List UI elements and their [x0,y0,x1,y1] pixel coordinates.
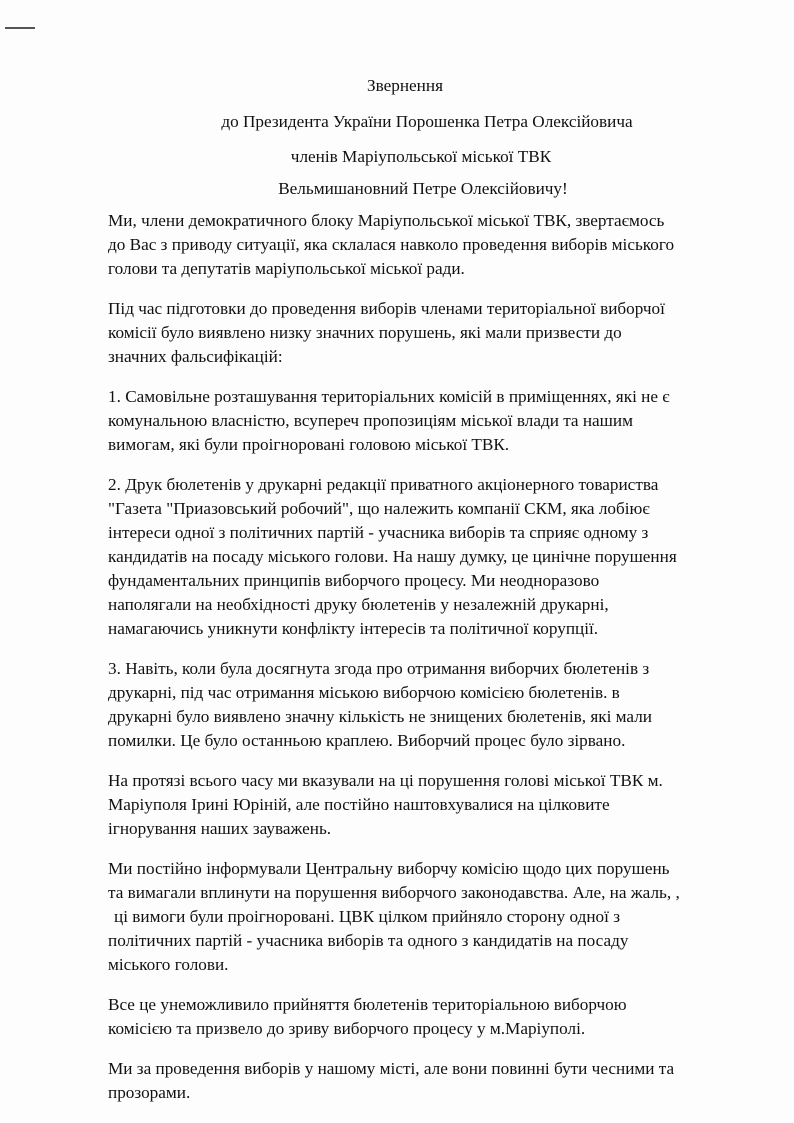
text-line: та вимагали вплинути на порушення виборчого законодавства. Але, на жаль, , [108,883,680,902]
text-line: політичних партій - учасника виборів та одного з кандидатів на посаду [108,931,629,950]
text-line: друкарні, під час отримання міською виборчою комісією бюлетенів. в [108,683,620,702]
text-line: Ми, члени демократичного блоку Маріупольської міської ТВК, звертаємось [108,211,665,230]
text-line: комунальною власністю, всупереч пропозиціям міської влади та нашим [108,411,633,430]
paragraph [108,1057,748,1105]
text-line: Все це унеможливило прийняття бюлетенів територіальною виборчою [108,995,627,1014]
text-line: наполягали на необхідності друку бюлетенів у незалежній друкарні, [108,595,609,614]
document-title: Звернення [367,76,443,95]
text-line: кандидатів на посаду міського голови. На нашу думку, це цинічне порушення [108,547,677,566]
paragraph [108,297,748,369]
document-from: членів Маріупольської міської ТВК [290,147,552,166]
text-line: Ми за проведення виборів у нашому місті, але вони повинні бути чесними та [108,1059,675,1078]
scan-mark [5,27,35,29]
text-line: прозорами. [108,1083,191,1102]
text-line: На протязі всього часу ми вказували на ці порушення голові міської ТВК м. [108,771,663,790]
document-body [108,209,748,1121]
text-line: Під час підготовки до проведення виборів членами територіальної виборчої [108,299,665,318]
document-addressee: до Президента України Порошенка Петра Олексійовича [221,112,633,131]
paragraph [108,769,748,841]
text-line: "Газета "Приазовський робочий", що належить компанії СКМ, яка лобіює [108,499,650,518]
text-line: 1. Самовільне розташування територіальних комісій в приміщеннях, які не є [108,387,670,406]
paragraph [108,993,748,1041]
text-line: Ми постійно інформували Центральну виборчу комісію щодо цих порушень [108,859,670,878]
text-line: ігнорування наших зауважень. [108,819,332,838]
text-line: комісії було виявлено низку значних порушень, які мали призвести до [108,323,622,342]
text-line: 2. Друк бюлетенів у друкарні редакції приватного акціонерного товариства [108,475,659,494]
paragraph [108,473,748,641]
document-salutation: Вельмишановний Петре Олексійовичу! [278,179,568,198]
paragraph [108,857,748,977]
text-line: міського голови. [108,955,229,974]
text-line: помилки. Це було останньою краплею. Виборчий процес було зірвано. [108,731,626,750]
paragraph [108,657,748,753]
text-line: до Вас з приводу ситуації, яка склалася навколо проведення виборів міського [108,235,675,254]
text-line: фундаментальних принципів виборчого процесу. Ми неодноразово [108,571,600,590]
text-line: комісією та призвело до зриву виборчого процесу у м.Маріуполі. [108,1019,586,1038]
text-line: інтереси одної з політичних партій - учасника виборів та сприяє одному з [108,523,649,542]
text-line: Маріуполя Ірині Юріній, але постійно наштовхувалися на цілковите [108,795,610,814]
text-line: намагаючись уникнути конфлікту інтересів та політичної корупції. [108,619,599,638]
paragraph [108,209,748,281]
text-line: значних фальсифікацій: [108,347,283,366]
text-line: друкарні було виявлено значну кількість не знищених бюлетенів, які мали [108,707,652,726]
text-line: ці вимоги були проігноровані. ЦВК цілком прийняло сторону одної з [114,907,621,926]
text-line: 3. Навіть, коли була досягнута згода про отримання виборчих бюлетенів з [108,659,650,678]
text-line: вимогам, які були проігноровані головою міської ТВК. [108,435,510,454]
text-line: голови та депутатів маріупольської міської ради. [108,259,465,278]
paragraph [108,385,748,457]
